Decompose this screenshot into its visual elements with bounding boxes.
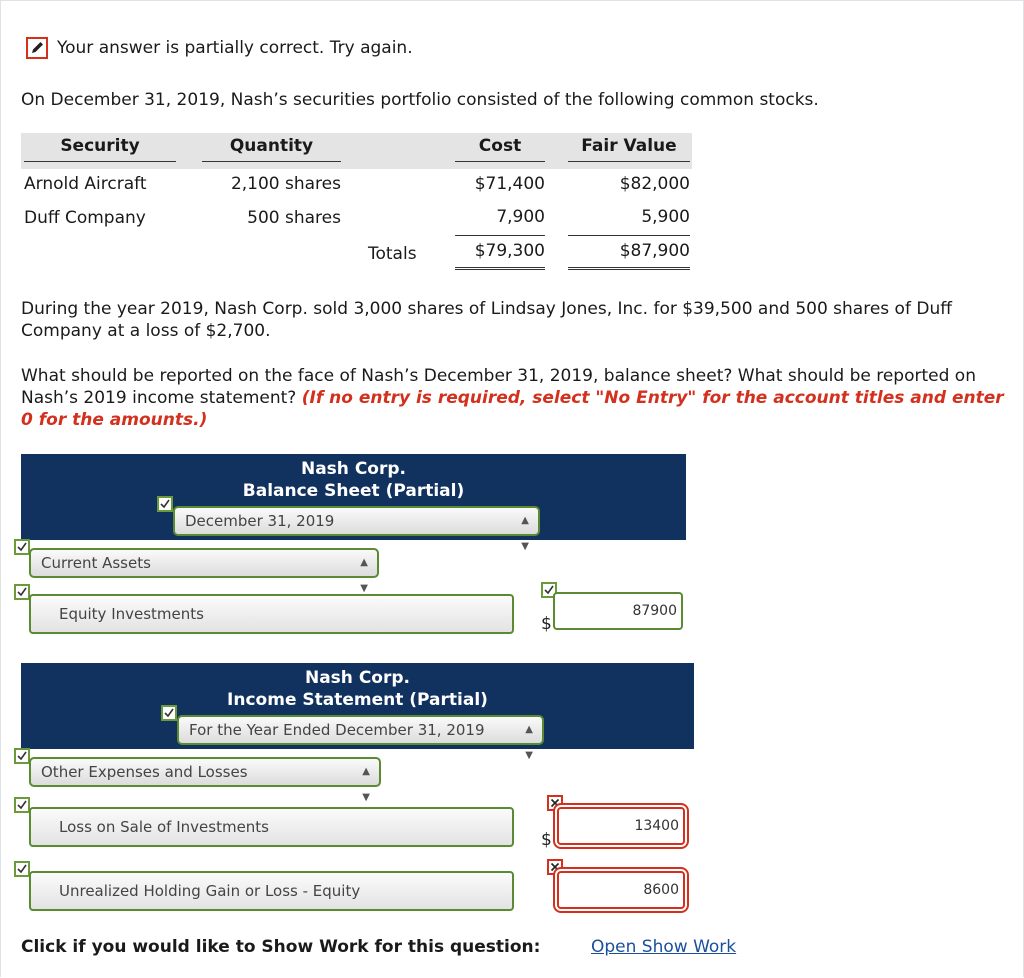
unrealized-holding-label: Unrealized Holding Gain or Loss - Equity xyxy=(59,882,361,900)
header-underline xyxy=(455,161,545,162)
select-arrows-icon: ▲ ▼ xyxy=(525,724,533,761)
result-banner: Your answer is partially correct. Try again. xyxy=(57,38,413,58)
header-underline xyxy=(24,161,176,162)
total-cost: $79,300 xyxy=(474,241,545,261)
header-quantity: Quantity xyxy=(229,136,314,156)
show-work-prompt: Click if you would like to Show Work for this question: xyxy=(21,937,541,957)
pencil-icon xyxy=(26,37,48,59)
open-show-work-link[interactable]: Open Show Work xyxy=(591,937,737,957)
intro-text: On December 31, 2019, Nash’s securities portfolio consisted of the following common stocks. xyxy=(21,90,819,110)
row2-cost: 7,900 xyxy=(496,207,545,227)
question-text xyxy=(21,365,1011,431)
income-title: Income Statement (Partial) xyxy=(227,690,488,710)
equity-investments-account[interactable] xyxy=(29,594,514,634)
equity-investments-label: Equity Investments xyxy=(59,605,204,623)
select-arrows-icon: ▲ ▼ xyxy=(362,766,370,803)
row1-quantity: 2,100 shares xyxy=(230,174,341,194)
other-expenses-value: Other Expenses and Losses xyxy=(41,763,248,781)
balance-date-select[interactable] xyxy=(173,506,540,552)
select-arrows-icon: ▲ ▼ xyxy=(360,557,368,594)
income-period-value: For the Year Ended December 31, 2019 xyxy=(189,721,485,739)
check-icon xyxy=(14,584,30,600)
loss-on-sale-account[interactable] xyxy=(29,807,514,847)
select-arrows-icon: ▲ ▼ xyxy=(521,515,529,552)
header-fair-value: Fair Value xyxy=(581,136,677,156)
subtotal-line xyxy=(568,235,690,236)
current-assets-value: Current Assets xyxy=(41,554,151,572)
row2-fair-value: 5,900 xyxy=(641,207,690,227)
total-double-line xyxy=(455,267,545,270)
header-cost: Cost xyxy=(478,136,522,156)
header-underline xyxy=(568,161,690,162)
loss-on-sale-amount[interactable]: 13400 xyxy=(557,807,685,845)
row2-security: Duff Company xyxy=(24,208,146,228)
sale-description: During the year 2019, Nash Corp. sold 3,000 shares of Lindsay Jones, Inc. for $39,500 and 500 shares of Duff Company at a loss of $2,700. xyxy=(21,299,952,341)
check-icon xyxy=(14,797,30,813)
other-expenses-select[interactable] xyxy=(29,757,381,803)
check-icon xyxy=(14,539,30,555)
question-instruction: (If no entry is required, select "No Entry" for the account titles and enter 0 for the amounts.) xyxy=(21,388,1004,430)
total-fair-value: $87,900 xyxy=(619,241,690,261)
current-assets-select[interactable] xyxy=(29,548,379,594)
total-double-line xyxy=(568,267,690,270)
dollar-sign: $ xyxy=(541,830,552,850)
row2-quantity: 500 shares xyxy=(247,208,341,228)
unrealized-holding-account[interactable] xyxy=(29,871,514,911)
balance-date-value: December 31, 2019 xyxy=(185,512,335,530)
header-underline xyxy=(202,161,341,162)
check-icon xyxy=(161,705,177,721)
check-icon xyxy=(157,496,173,512)
question-body: What should be reported on the face of Nash’s December 31, 2019, balance sheet? What should be reported on Nash’s 2019 income statement? xyxy=(21,366,976,408)
header-security: Security xyxy=(60,136,140,156)
balance-company: Nash Corp. xyxy=(300,459,406,479)
unrealized-holding-amount[interactable]: 8600 xyxy=(557,871,685,909)
totals-label: Totals xyxy=(368,244,417,264)
dollar-sign: $ xyxy=(541,614,552,634)
row1-cost: $71,400 xyxy=(474,174,545,194)
balance-title: Balance Sheet (Partial) xyxy=(242,481,465,501)
row1-security: Arnold Aircraft xyxy=(24,174,147,194)
equity-investments-amount[interactable]: 87900 xyxy=(553,592,683,630)
income-company: Nash Corp. xyxy=(304,668,410,688)
loss-on-sale-label: Loss on Sale of Investments xyxy=(59,818,269,836)
subtotal-line xyxy=(455,235,545,236)
check-icon xyxy=(14,861,30,877)
income-period-select[interactable] xyxy=(177,715,544,761)
row1-fair-value: $82,000 xyxy=(619,174,690,194)
check-icon xyxy=(14,748,30,764)
